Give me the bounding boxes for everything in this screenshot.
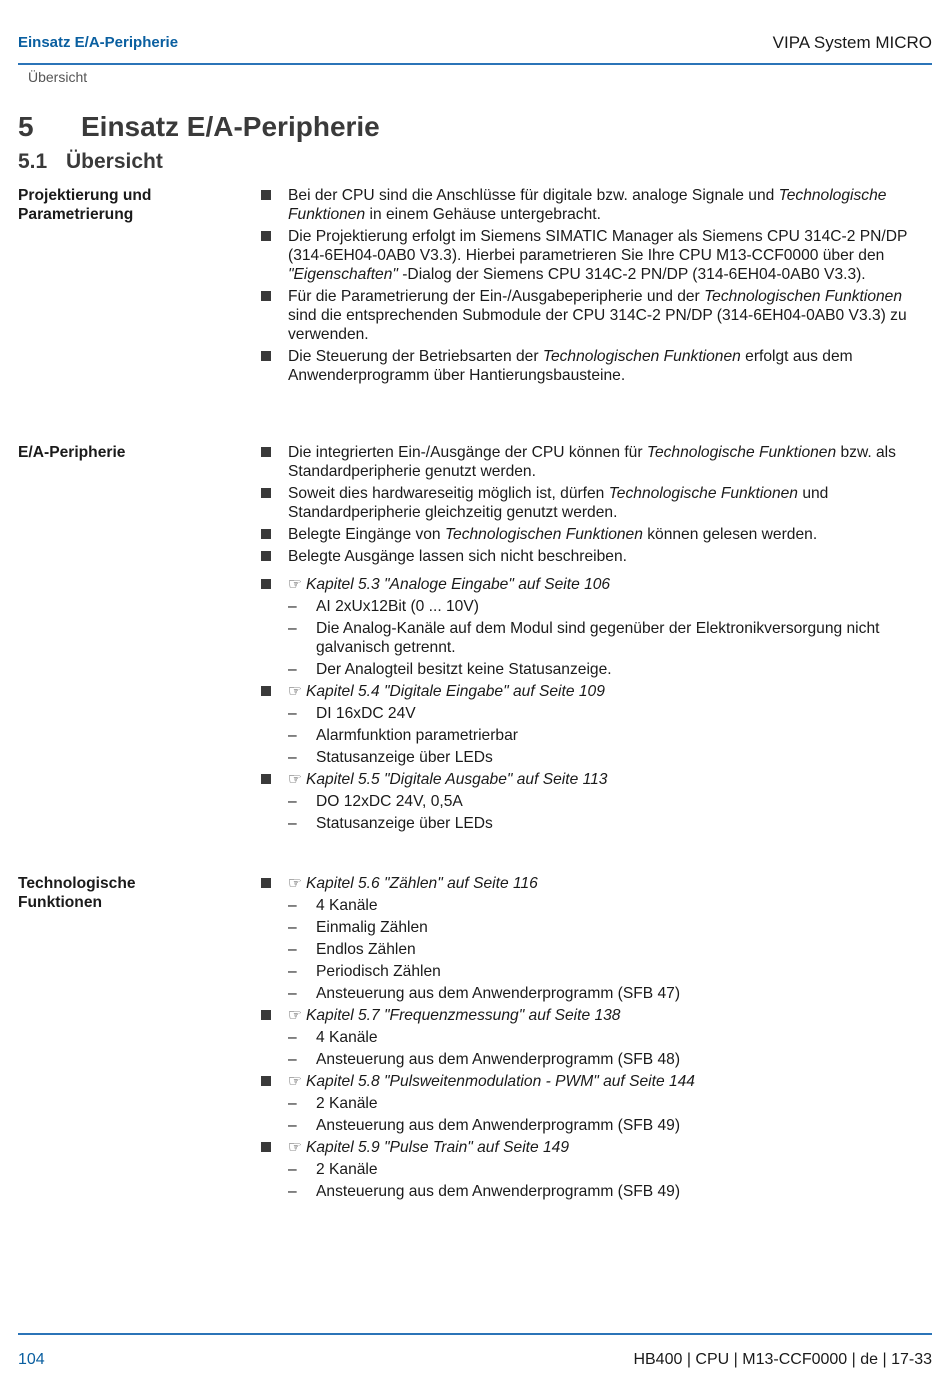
section-heading xyxy=(18,150,163,174)
square-bullet-icon xyxy=(261,1076,271,1086)
chapter-heading xyxy=(18,111,380,143)
dash-bullet: – xyxy=(288,815,297,832)
reference-item xyxy=(260,874,932,1003)
dash-bullet: – xyxy=(288,705,297,722)
list-item: Die Projektierung erfolgt im Siemens SIMATIC Manager als Siemens CPU 314C-2 PN/DP (314-6EH04-0AB0 V3.3). Hierbei parametrieren Sie Ihre CPU M13-CCF0000 über den "Eigenschaften" -Dialog der Siemens CPU 314C-2 PN/DP (314-6EH04-0AB0 V3.3). xyxy=(260,227,932,284)
square-bullet-icon xyxy=(261,351,271,361)
list-item: Bei der CPU sind die Anschlüsse für digitale bzw. analoge Signale und Technologische Funktionen in einem Gehäuse untergebracht. xyxy=(260,186,932,224)
square-bullet-icon xyxy=(261,579,271,589)
footer-divider xyxy=(18,1333,932,1335)
chapter-link-5-3[interactable]: ☞ Kapitel 5.3 "Analoge Eingabe" auf Seite 106 xyxy=(288,576,611,593)
sub-list-item: – Der Analogteil besitzt keine Statusanzeige. xyxy=(288,661,612,678)
sub-list-item: – Periodisch Zählen xyxy=(288,963,441,980)
chapter-link-5-9[interactable]: ☞ Kapitel 5.9 "Pulse Train" auf Seite 149 xyxy=(288,1139,570,1156)
reference-item xyxy=(260,575,932,679)
list-item: Die Steuerung der Betriebsarten der Technologischen Funktionen erfolgt aus dem Anwenderprogramm über Hantierungsbausteine. xyxy=(260,347,932,385)
square-bullet-icon xyxy=(261,190,271,200)
list-item: Belegte Eingänge von Technologischen Funktionen können gelesen werden. xyxy=(260,525,932,544)
square-bullet-icon xyxy=(261,231,271,241)
hand-pointer-icon: ☞ xyxy=(288,1073,302,1090)
chapter-title: Einsatz E/A-Peripherie xyxy=(81,111,380,142)
sub-list-item: – 2 Kanäle xyxy=(288,1095,378,1112)
sub-list xyxy=(288,704,932,767)
sub-list-item: – Ansteuerung aus dem Anwenderprogramm (SFB 49) xyxy=(288,1183,681,1200)
reference-item xyxy=(260,682,932,767)
dash-bullet: – xyxy=(288,1183,297,1200)
margin-label-technologische-funktionen: Technologische Funktionen xyxy=(18,875,136,911)
sub-list-item: – Ansteuerung aus dem Anwenderprogramm (SFB 48) xyxy=(288,1051,681,1068)
square-bullet-icon xyxy=(261,447,271,457)
sub-list xyxy=(288,1094,932,1135)
square-bullet-icon xyxy=(261,1010,271,1020)
chapter-link-5-7[interactable]: ☞ Kapitel 5.7 "Frequenzmessung" auf Seite 138 xyxy=(288,1007,621,1024)
hand-pointer-icon: ☞ xyxy=(288,576,302,593)
square-bullet-icon xyxy=(261,488,271,498)
square-bullet-icon xyxy=(261,878,271,888)
header-divider xyxy=(18,63,932,65)
dash-bullet: – xyxy=(288,727,297,744)
reference-item xyxy=(260,770,932,833)
sub-list-item: – Einmalig Zählen xyxy=(288,919,428,936)
sub-list-item: – Ansteuerung aus dem Anwenderprogramm (SFB 47) xyxy=(288,985,681,1002)
sub-list-item: – Endlos Zählen xyxy=(288,941,416,958)
dash-bullet: – xyxy=(288,1051,297,1068)
list-item: Soweit dies hardwareseitig möglich ist, dürfen Technologische Funktionen und Standardperipherie gleichzeitig genutzt werden. xyxy=(260,484,932,522)
dash-bullet: – xyxy=(288,941,297,958)
dash-bullet: – xyxy=(288,749,297,766)
running-header-chapter: Einsatz E/A-Peripherie xyxy=(18,34,179,51)
dash-bullet: – xyxy=(288,793,297,810)
chapter-link-5-4[interactable]: ☞ Kapitel 5.4 "Digitale Eingabe" auf Seite 109 xyxy=(288,683,605,700)
hand-pointer-icon: ☞ xyxy=(288,771,302,788)
dash-bullet: – xyxy=(288,1029,297,1046)
sub-list xyxy=(288,896,932,1003)
sub-list-item: – DO 12xDC 24V, 0,5A xyxy=(288,793,463,810)
margin-label-projektierung: Projektierung und Parametrierung xyxy=(18,187,152,223)
dash-bullet: – xyxy=(288,661,297,678)
sub-list xyxy=(288,1160,932,1201)
square-bullet-icon xyxy=(261,291,271,301)
sub-list xyxy=(288,1028,932,1069)
sub-list xyxy=(288,792,932,833)
dash-bullet: – xyxy=(288,620,297,637)
dash-bullet: – xyxy=(288,598,297,615)
document-info: HB400 | CPU | M13-CCF0000 | de | 17-33 xyxy=(633,1351,932,1368)
reference-item xyxy=(260,1072,932,1135)
dash-bullet: – xyxy=(288,1161,297,1178)
square-bullet-icon xyxy=(261,1142,271,1152)
technologische-funktionen-list xyxy=(260,874,932,1204)
sub-list-item: – Alarmfunktion parametrierbar xyxy=(288,727,518,744)
hand-pointer-icon: ☞ xyxy=(288,875,302,892)
hand-pointer-icon: ☞ xyxy=(288,1139,302,1156)
dash-bullet: – xyxy=(288,1117,297,1134)
running-header-product: VIPA System MICRO xyxy=(772,33,932,52)
hand-pointer-icon: ☞ xyxy=(288,1007,302,1024)
dash-bullet: – xyxy=(288,985,297,1002)
reference-item xyxy=(260,1138,932,1201)
running-header-subtitle: Übersicht xyxy=(28,69,88,85)
chapter-number: 5 xyxy=(18,111,34,142)
sub-list-item: – AI 2xUx12Bit (0 ... 10V) xyxy=(288,598,479,615)
sub-list xyxy=(288,597,932,679)
square-bullet-icon xyxy=(261,774,271,784)
sub-list-item: – 4 Kanäle xyxy=(288,897,378,914)
sub-list-item: – DI 16xDC 24V xyxy=(288,705,416,722)
sub-list-item: – Statusanzeige über LEDs xyxy=(288,749,493,766)
sub-list-item: – Ansteuerung aus dem Anwenderprogramm (SFB 49) xyxy=(288,1117,681,1134)
section-number: 5.1 xyxy=(18,150,48,173)
list-item: Die integrierten Ein-/Ausgänge der CPU können für Technologische Funktionen bzw. als Standardperipherie genutzt werden. xyxy=(260,443,932,481)
sub-list-item: – Die Analog-Kanäle auf dem Modul sind gegenüber der Elektronikversorgung nicht galvanisch getrennt. xyxy=(288,620,880,656)
dash-bullet: – xyxy=(288,919,297,936)
dash-bullet: – xyxy=(288,897,297,914)
list-item: Belegte Ausgänge lassen sich nicht beschreiben. xyxy=(260,547,932,566)
sub-list-item: – Statusanzeige über LEDs xyxy=(288,815,493,832)
section-title: Übersicht xyxy=(66,150,163,173)
page-number: 104 xyxy=(18,1351,45,1368)
chapter-link-5-6[interactable]: ☞ Kapitel 5.6 "Zählen" auf Seite 116 xyxy=(288,875,538,892)
margin-label-ea-peripherie: E/A-Peripherie xyxy=(18,444,126,461)
hand-pointer-icon: ☞ xyxy=(288,683,302,700)
chapter-link-5-8[interactable]: ☞ Kapitel 5.8 "Pulsweitenmodulation - PWM" auf Seite 144 xyxy=(288,1073,695,1090)
square-bullet-icon xyxy=(261,529,271,539)
sub-list-item: – 4 Kanäle xyxy=(288,1029,378,1046)
projektierung-list xyxy=(260,186,932,388)
square-bullet-icon xyxy=(261,686,271,696)
sub-list-item: – 2 Kanäle xyxy=(288,1161,378,1178)
list-item: Für die Parametrierung der Ein-/Ausgabeperipherie und der Technologischen Funktionen sind die entsprechenden Submodule der CPU 314C-2 PN/DP (314-6EH04-0AB0 V3.3) zu verwenden. xyxy=(260,287,932,344)
dash-bullet: – xyxy=(288,963,297,980)
square-bullet-icon xyxy=(261,551,271,561)
ea-peripherie-list xyxy=(260,443,932,836)
reference-item xyxy=(260,1006,932,1069)
dash-bullet: – xyxy=(288,1095,297,1112)
chapter-link-5-5[interactable]: ☞ Kapitel 5.5 "Digitale Ausgabe" auf Seite 113 xyxy=(288,771,608,788)
